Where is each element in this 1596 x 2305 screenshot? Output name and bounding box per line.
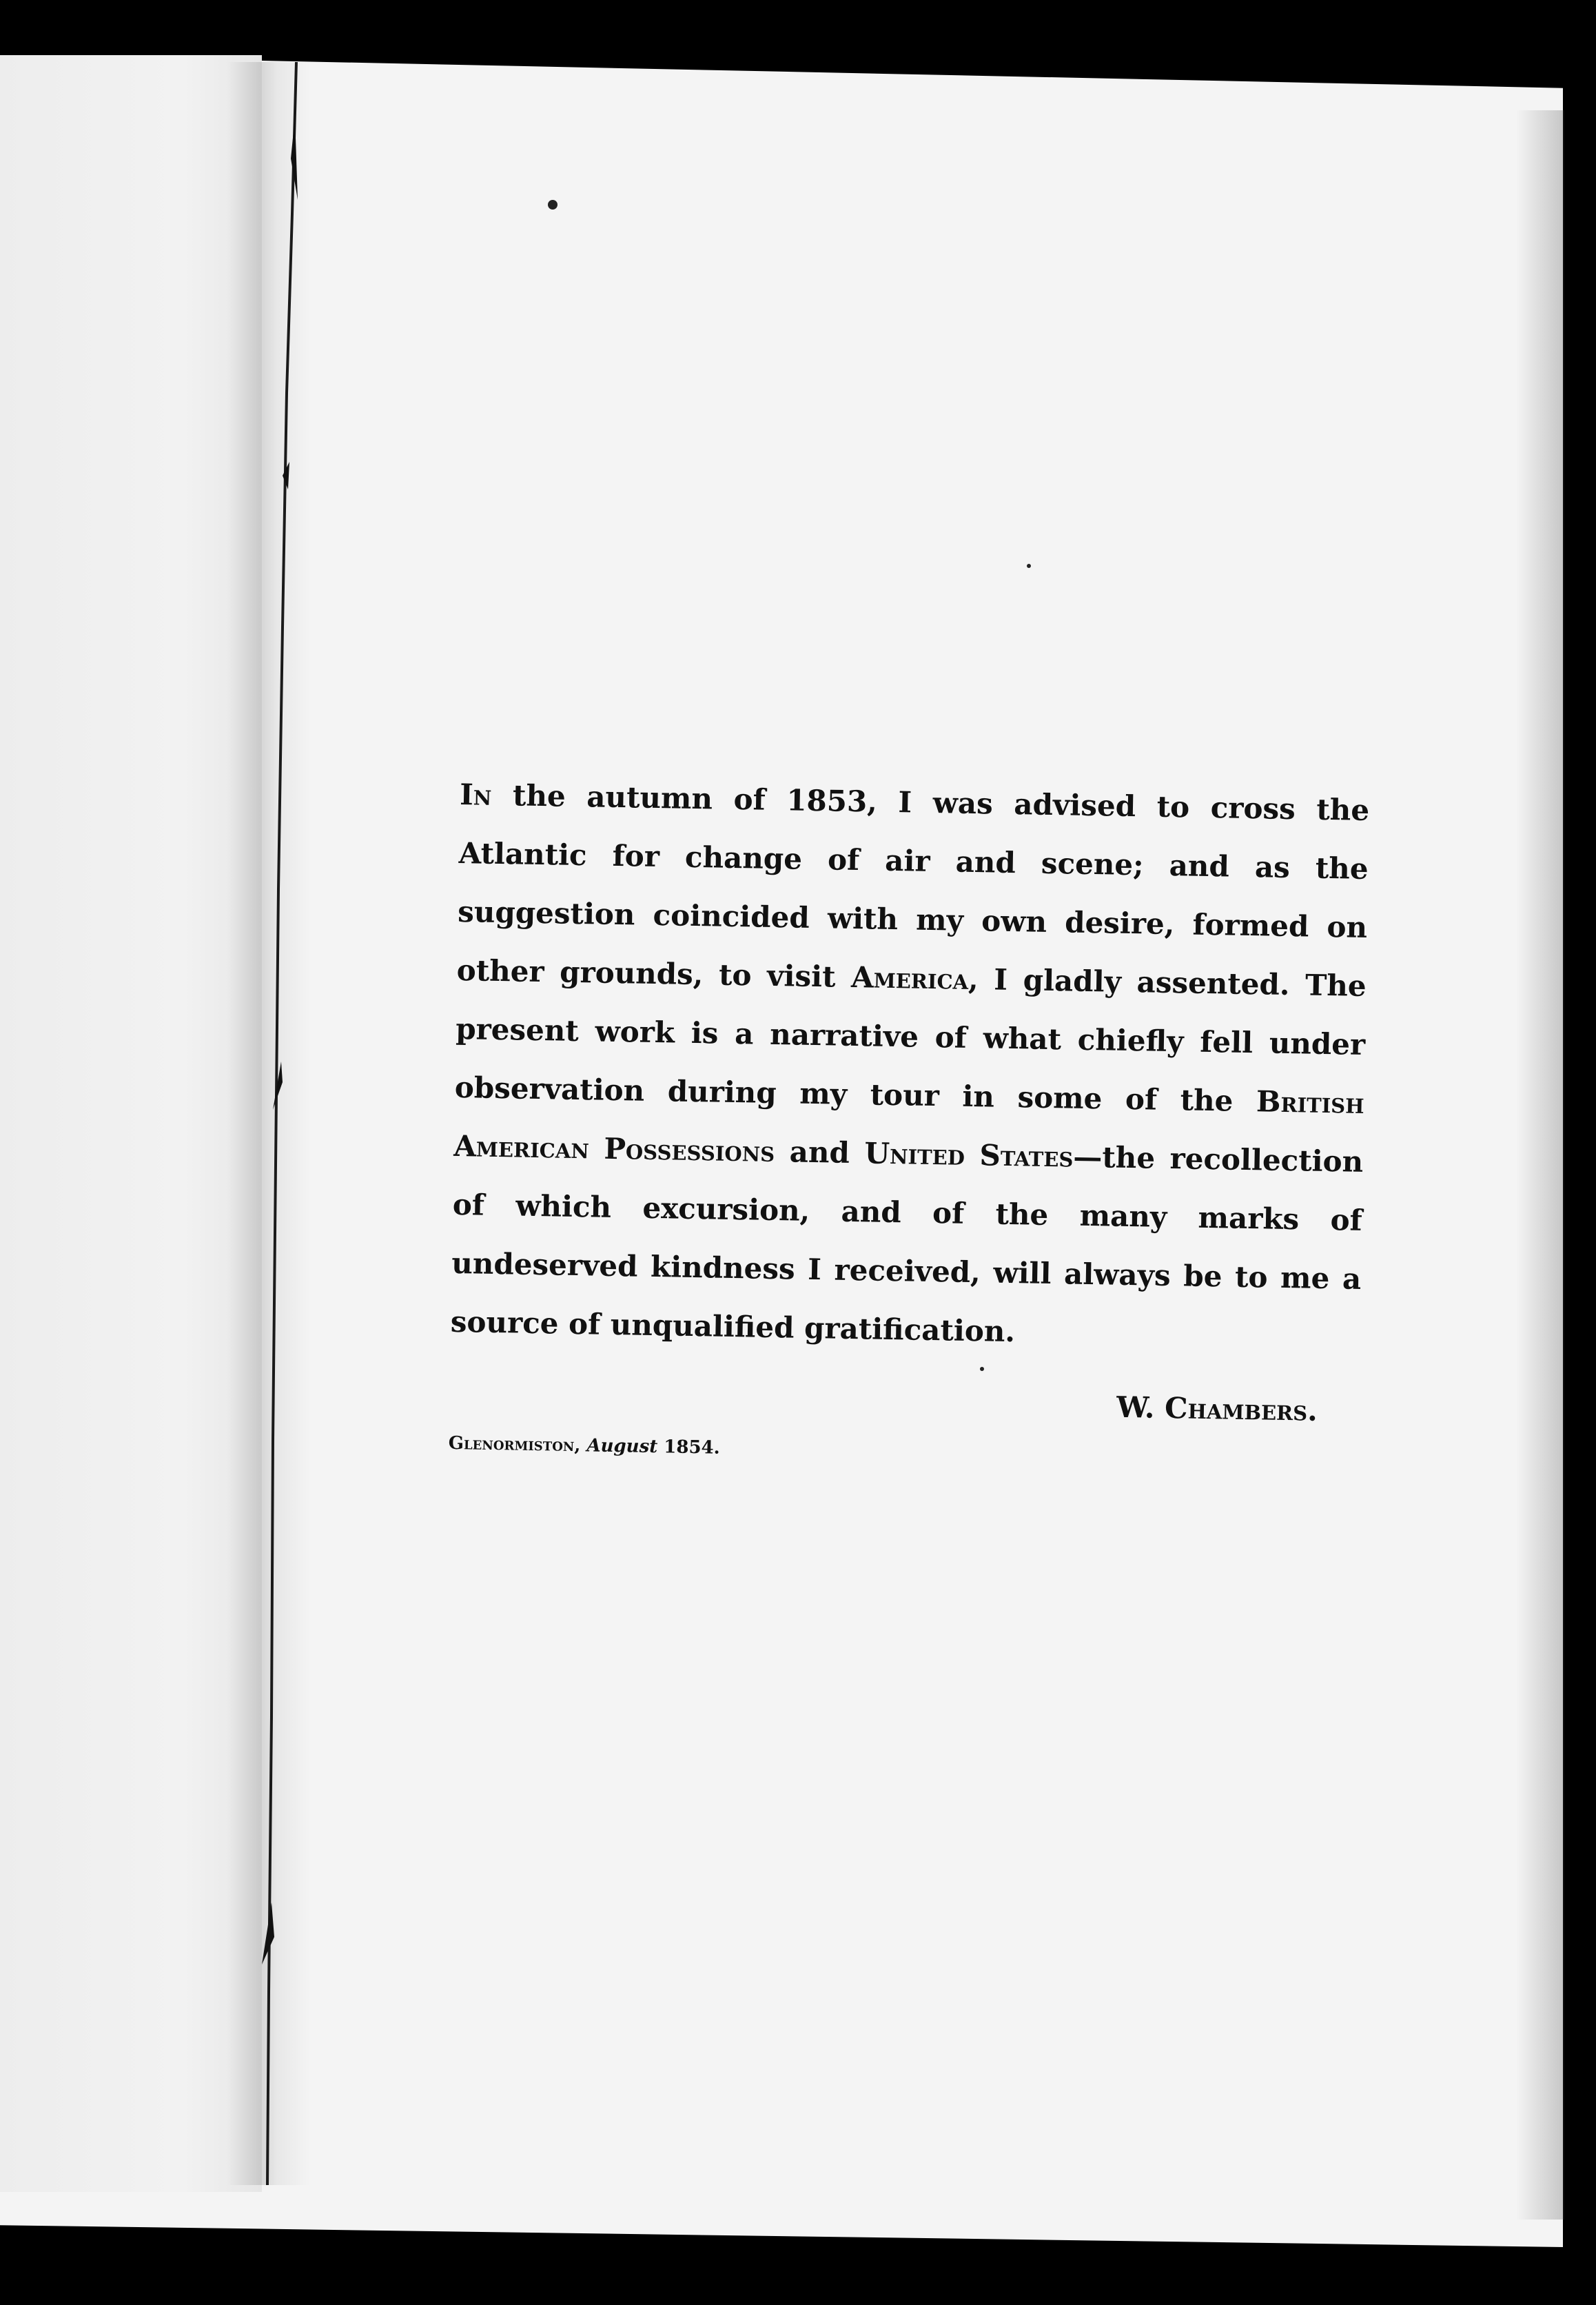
america-word: America bbox=[850, 959, 969, 996]
place-separator: , bbox=[574, 1435, 587, 1456]
preface-text bbox=[449, 765, 1370, 1470]
year: 1854. bbox=[657, 1436, 720, 1459]
united-states: United States bbox=[864, 1136, 1074, 1174]
lead-word: In bbox=[459, 777, 492, 812]
left-leaf bbox=[0, 55, 262, 2192]
ink-speck bbox=[548, 200, 557, 210]
paragraph-text-2: , I gladly assented. The present work is a narrative of what chiefly fell under observation during my tour in some of the bbox=[454, 962, 1367, 1119]
place-name: Glenormiston bbox=[448, 1432, 575, 1456]
paragraph-text-4: —the recollection of which excursion, and of the many marks of undeserved kindness I received, will always be to me a source of unqualified gratification. bbox=[450, 1139, 1364, 1349]
ink-speck bbox=[1027, 564, 1031, 568]
gutter-crack bbox=[262, 62, 303, 2185]
body-paragraph bbox=[450, 765, 1370, 1367]
signature bbox=[449, 1379, 1360, 1428]
month-name: August bbox=[586, 1435, 658, 1458]
signature-name: Chambers. bbox=[1164, 1390, 1318, 1428]
paragraph-text-1: the autumn of 1853, I was advised to cross the Atlantic for change of air and scene; and as the suggestion coincided with my own desire, formed on other grounds, to visit bbox=[456, 778, 1370, 994]
british-possessions: British American Possessions bbox=[453, 1084, 1365, 1169]
page-edge-shadow bbox=[1516, 110, 1564, 2220]
paragraph-text-3: and bbox=[774, 1135, 865, 1170]
signature-initial: W. bbox=[1116, 1390, 1165, 1425]
